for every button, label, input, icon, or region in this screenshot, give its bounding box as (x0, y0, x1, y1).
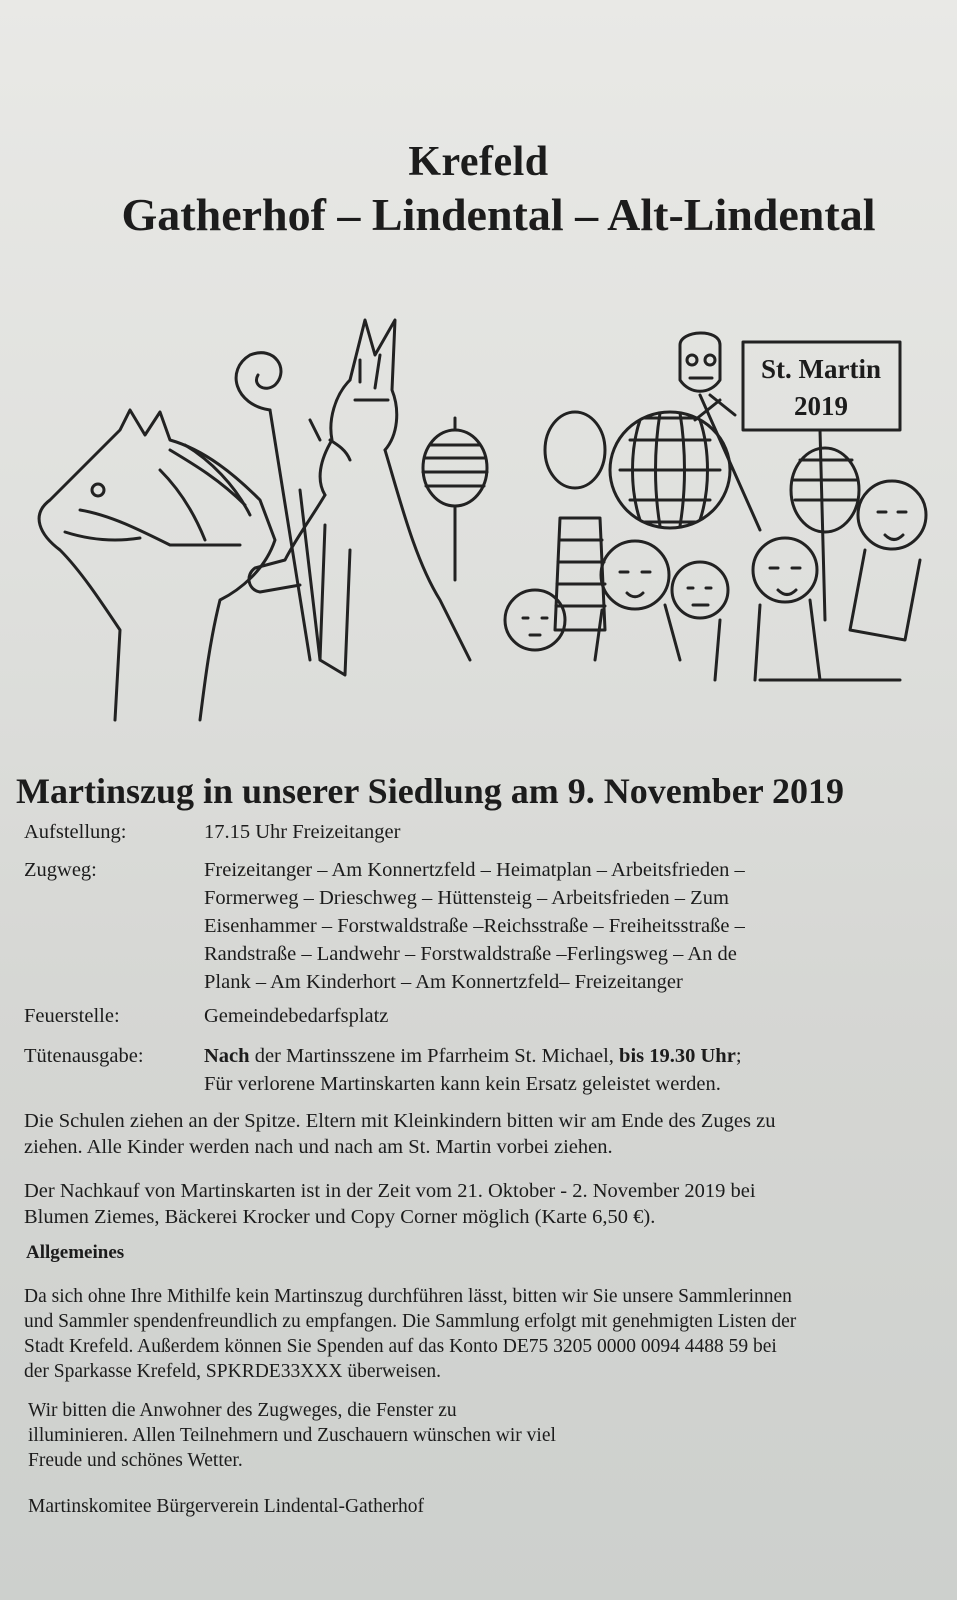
children-drawing (505, 481, 926, 680)
schulen-line2: ziehen. Alle Kinder werden nach und nach am St. Martin vorbei ziehen. (24, 1136, 613, 1158)
nachkauf-line1: Der Nachkauf von Martinskarten ist in der Zeit vom 21. Oktober - 2. November 2019 bei (24, 1180, 756, 1202)
tueten-label: Tütenausgabe: (24, 1045, 144, 1067)
feuerstelle-value: Gemeindebedarfsplatz (204, 1005, 389, 1027)
nachkauf-line2: Blumen Ziemes, Bäckerei Krocker und Copy Corner möglich (Karte 6,50 €). (24, 1206, 656, 1228)
sign-text-line1: St. Martin (761, 354, 881, 384)
tueten-line2: Für verlorene Martinskarten kann kein Ersatz geleistet werden. (204, 1073, 721, 1095)
anwohner-line1: Wir bitten die Anwohner des Zugweges, die Fenster zu (28, 1400, 457, 1421)
allg-line2: und Sammler spendenfreundlich zu empfangen. Die Sammlung erfolgt mit genehmigten Listen der (24, 1311, 797, 1332)
signature: Martinskomitee Bürgerverein Lindental-Gatherhof (28, 1496, 425, 1517)
tueten-bold-time: bis 19.30 Uhr (619, 1045, 736, 1067)
zugweg-label: Zugweg: (24, 859, 97, 881)
allg-line4: der Sparkasse Krefeld, SPKRDE33XXX überweisen. (24, 1361, 441, 1382)
horse-drawing (39, 410, 275, 720)
sign-text-line2: 2019 (794, 391, 848, 421)
tueten-line1 (204, 1042, 884, 1070)
headline: Martinszug in unserer Siedlung am 9. November 2019 (16, 771, 845, 811)
zugweg-line: Eisenhammer – Forstwaldstraße –Reichsstraße – Freiheitsstraße – (204, 915, 745, 937)
paragraph-schulen (24, 1108, 775, 1160)
aufstellung-label: Aufstellung: (24, 821, 127, 843)
zugweg-line: Freizeitanger – Am Konnertzfeld – Heimatplan – Arbeitsfrieden – (204, 859, 745, 881)
zugweg-line: Randstraße – Landwehr – Forstwaldstraße –Ferlingsweg – An de (204, 943, 737, 965)
paragraph-allgemeines (24, 1284, 796, 1384)
zugweg-route (204, 856, 884, 996)
allg-line3: Stadt Krefeld. Außerdem können Sie Spenden auf das Konto DE75 3205 0000 0094 4488 59 bei (24, 1336, 777, 1357)
schulen-line1: Die Schulen ziehen an der Spitze. Eltern mit Kleinkindern bitten wir am Ende des Zuges zu (24, 1110, 776, 1132)
tueten-text1: der Martinsszene im Pfarrheim St. Michael, (249, 1045, 620, 1067)
lanterns-drawing (423, 412, 859, 630)
tueten-bold-nach: Nach (204, 1045, 250, 1067)
tueten-value (204, 1042, 884, 1098)
crozier-drawing (236, 353, 310, 660)
allgemeines-heading: Allgemeines (26, 1242, 125, 1263)
title-districts: Gatherhof – Lindental – Alt-Lindental (121, 189, 876, 240)
zugweg-line: Formerweg – Drieschweg – Hüttensteig – Arbeitsfrieden – Zum (204, 887, 729, 909)
aufstellung-value: 17.15 Uhr Freizeitanger (204, 821, 401, 843)
st-martin-procession-illustration (20, 300, 940, 740)
feuerstelle-label: Feuerstelle: (24, 1005, 120, 1027)
anwohner-line2: illuminieren. Allen Teilnehmern und Zuschauern wünschen wir viel (28, 1425, 556, 1446)
zugweg-line: Plank – Am Kinderhort – Am Konnertzfeld– Freizeitanger (204, 971, 683, 993)
allg-line1: Da sich ohne Ihre Mithilfe kein Martinszug durchführen lässt, bitten wir Sie unsere Sammlerinnen (24, 1286, 792, 1307)
anwohner-line3: Freude und schönes Wetter. (28, 1450, 243, 1471)
paragraph-anwohner (28, 1398, 556, 1473)
title-city: Krefeld (408, 139, 549, 185)
paragraph-nachkauf (24, 1178, 756, 1230)
tueten-text2: ; (735, 1045, 742, 1067)
